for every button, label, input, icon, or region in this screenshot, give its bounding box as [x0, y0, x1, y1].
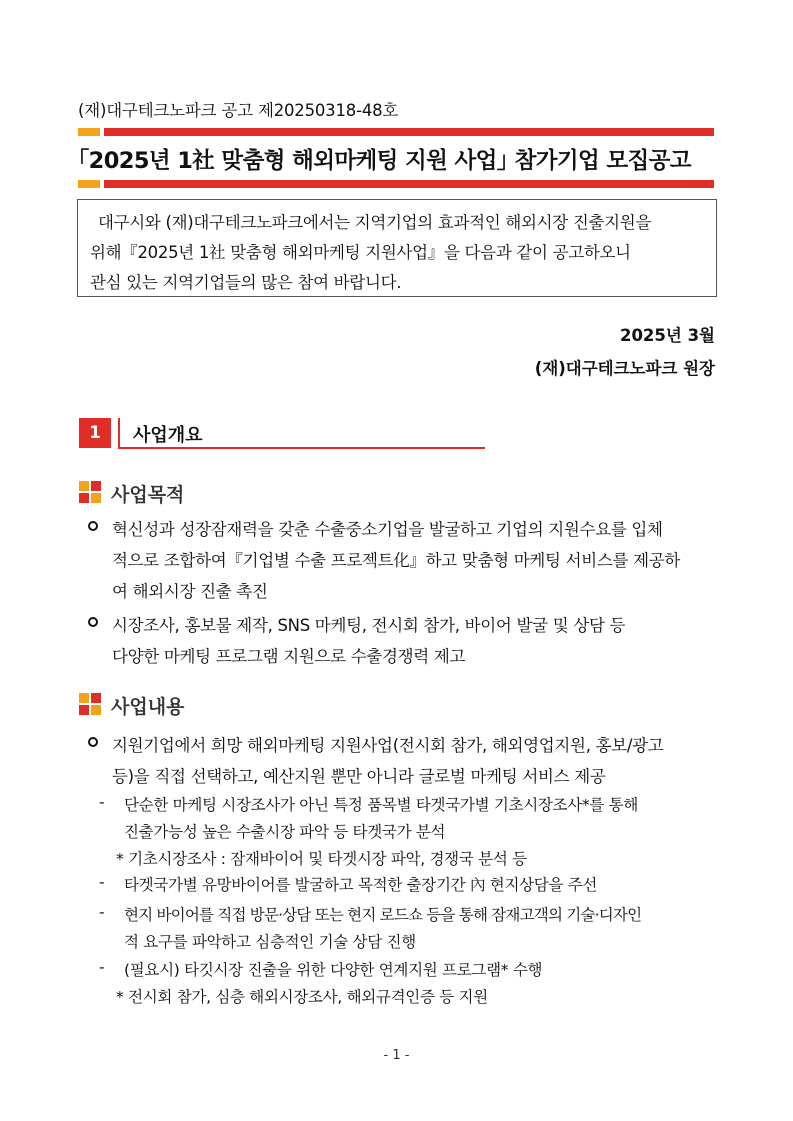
- purpose-bullet-line: 다양한 마케팅 프로그램 지원으로 수출경쟁력 제고: [112, 647, 466, 666]
- content-bullet-line: 지원기업에서 희망 해외마케팅 지원사업(전시회 참가, 해외영업지원, 홍보/광고: [112, 736, 664, 755]
- title-top-rule: [78, 128, 714, 136]
- page-title: ｢2025년 1社 맞춤형 해외마케팅 지원 사업｣ 참가기업 모집공고: [78, 148, 691, 174]
- intro-line: 위해『2025년 1社 맞춤형 해외마케팅 지원사업』을 다음과 같이 공고하오니: [90, 243, 631, 262]
- dash-marker: -: [99, 903, 105, 921]
- dash-item-line: 타겟국가별 유망바이어를 발굴하고 목적한 출장기간 內 현지상담을 주선: [124, 876, 598, 894]
- footnote: * 전시회 참가, 심층 해외시장조사, 해외규격인증 등 지원: [116, 988, 488, 1006]
- section-number: 1: [79, 418, 111, 448]
- circle-bullet-icon: [88, 737, 98, 747]
- dash-item-line: 단순한 마케팅 시장조사가 아닌 특정 품목별 타겟국가별 기초시장조사*를 통해: [124, 796, 639, 814]
- intro-box: [77, 199, 717, 297]
- purpose-bullet-line: 혁신성과 성장잠재력을 갖춘 수출중소기업을 발굴하고 기업의 지원수요를 입체: [112, 520, 663, 539]
- section-divider: [118, 418, 120, 448]
- purpose-title: 사업목적: [111, 484, 185, 506]
- footnote: * 기초시장조사 : 잠재바이어 및 타겟시장 파악, 경쟁국 분석 등: [116, 850, 527, 868]
- dash-item-line: 현지 바이어를 직접 방문·상담 또는 현지 로드쇼 등을 통해 잠재고객의 기술·디자인: [124, 906, 642, 924]
- purpose-bullet-line: 여 해외시장 진출 촉진: [112, 582, 268, 601]
- dash-item-line: 적 요구를 파악하고 심층적인 기술 상담 진행: [124, 933, 416, 951]
- notice-number: (재)대구테크노파크 공고 제20250318-48호: [78, 101, 399, 120]
- purpose-bullet-line: 시장조사, 홍보물 제작, SNS 마케팅, 전시회 참가, 바이어 발굴 및 상담 등: [112, 616, 626, 635]
- dash-marker: -: [99, 873, 105, 891]
- purpose-bullet-line: 적으로 조합하여『기업별 수출 프로젝트化』하고 맞춤형 마케팅 서비스를 제공하: [112, 551, 681, 570]
- dash-marker: -: [99, 958, 105, 976]
- circle-bullet-icon: [88, 617, 98, 627]
- dash-item-line: (필요시) 타깃시장 진출을 위한 다양한 연계지원 프로그램* 수행: [124, 961, 543, 979]
- content-bullet-line: 등)을 직접 선택하고, 예산지원 뿐만 아니라 글로벌 마케팅 서비스 제공: [112, 767, 606, 786]
- dash-item-line: 진출가능성 높은 수출시장 파악 등 타겟국가 분석: [124, 823, 446, 841]
- signer: (재)대구테크노파크 원장: [534, 359, 715, 378]
- squares-icon: [79, 481, 101, 503]
- intro-line: 대구시와 (재)대구테크노파크에서는 지역기업의 효과적인 해외시장 진출지원을: [98, 213, 652, 232]
- title-bottom-rule: [78, 180, 714, 188]
- circle-bullet-icon: [88, 521, 98, 531]
- announcement-date: 2025년 3월: [619, 326, 715, 345]
- section-title: 사업개요: [133, 425, 203, 446]
- content-title: 사업내용: [111, 696, 185, 718]
- page-number: - 1 -: [383, 1048, 410, 1063]
- squares-icon: [79, 693, 101, 715]
- dash-marker: -: [99, 793, 105, 811]
- section-underline: [118, 447, 485, 449]
- intro-line: 관심 있는 지역기업들의 많은 참여 바랍니다.: [90, 273, 402, 292]
